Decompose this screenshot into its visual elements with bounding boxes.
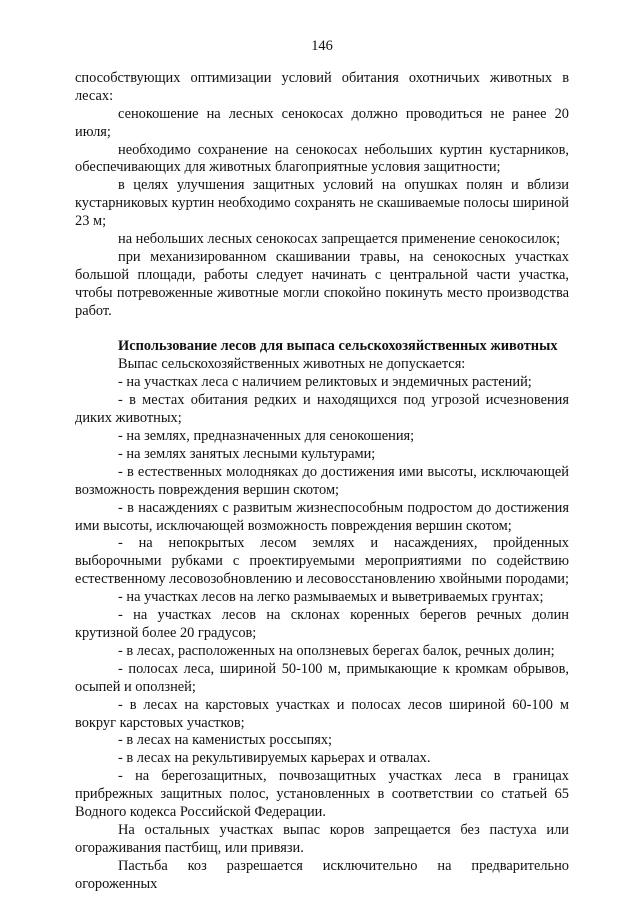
list-item: - в местах обитания редких и находящихся под угрозой исчезновения диких животных; — [75, 392, 569, 427]
list-item: - в естественных молодняках до достижения ими высоты, исключающей возможность повреждения вершин скотом; — [75, 463, 569, 498]
list-item: - на берегозащитных, почвозащитных участках леса в границах прибрежных защитных полос, установленных в соответствии со статьей 65 Водного кодекса Российской Федерации. — [75, 768, 569, 821]
paragraph: в целях улучшения защитных условий на опушках полян и вблизи кустарниковых куртин необходимо сохранять не скашиваемые полосы шириной 23 м; — [75, 177, 569, 230]
paragraph: На остальных участках выпас коров запрещается без пастуха или огораживания пастбищ, или привязи. — [75, 821, 569, 856]
list-item: - в лесах на каменистых россыпях; — [118, 732, 333, 749]
paragraph: Выпас сельскохозяйственных животных не допускается: — [118, 356, 466, 373]
section-heading: Использование лесов для выпаса сельскохозяйственных животных — [118, 338, 558, 355]
list-item: - в лесах на карстовых участках и полосах лесов шириной 60-100 м вокруг карстовых участков; — [75, 696, 569, 731]
list-item: - на землях, предназначенных для сенокошения; — [118, 428, 415, 445]
list-item: - в насаждениях с развитым жизнеспособным подростом до достижения ими высоты, исключающей возможность повреждения вершин скотом; — [75, 499, 569, 534]
paragraph: сенокошение на лесных сенокосах должно проводиться не ранее 20 июля; — [75, 105, 569, 140]
paragraph: необходимо сохранение на сенокосах небольших куртин кустарников, обеспечивающих для животных благоприятные условия защитности; — [75, 141, 569, 176]
list-item: - полосах леса, шириной 50-100 м, примыкающие к кромкам обрывов, осыпей и оползней; — [75, 660, 569, 695]
list-item: - на участках лесов на легко размываемых и выветриваемых грунтах; — [118, 589, 544, 606]
list-item: - на участках леса с наличием реликтовых и эндемичных растений; — [118, 374, 532, 391]
page-number: 146 — [311, 38, 333, 54]
paragraph: на небольших лесных сенокосах запрещается применение сенокосилок; — [118, 231, 561, 248]
paragraph: Пастьба коз разрешается исключительно на предварительно огороженных — [75, 857, 569, 892]
list-item: - в лесах, расположенных на оползневых берегах балок, речных долин; — [118, 642, 555, 659]
list-item: - в лесах на рекультивируемых карьерах и отвалах. — [118, 750, 431, 767]
paragraph: при механизированном скашивании травы, на сенокосных участках большой площади, работы следует начинать с центральной части участка, чтобы потревоженные животные могли спокойно покинуть место производства работ. — [75, 248, 569, 319]
paragraph: способствующих оптимизации условий обитания охотничьих животных в лесах: — [75, 69, 569, 104]
list-item: - на непокрытых лесом землях и насаждениях, пройденных выборочными рубками с проектируемыми мероприятиями по содействию естественному лесовозобновлению и лесовосстановлению хвойными породами; — [75, 535, 569, 588]
list-item: - на землях занятых лесными культурами; — [118, 445, 376, 462]
list-item: - на участках лесов на склонах коренных берегов речных долин крутизной более 20 градусов; — [75, 607, 569, 641]
document-page — [75, 38, 569, 894]
